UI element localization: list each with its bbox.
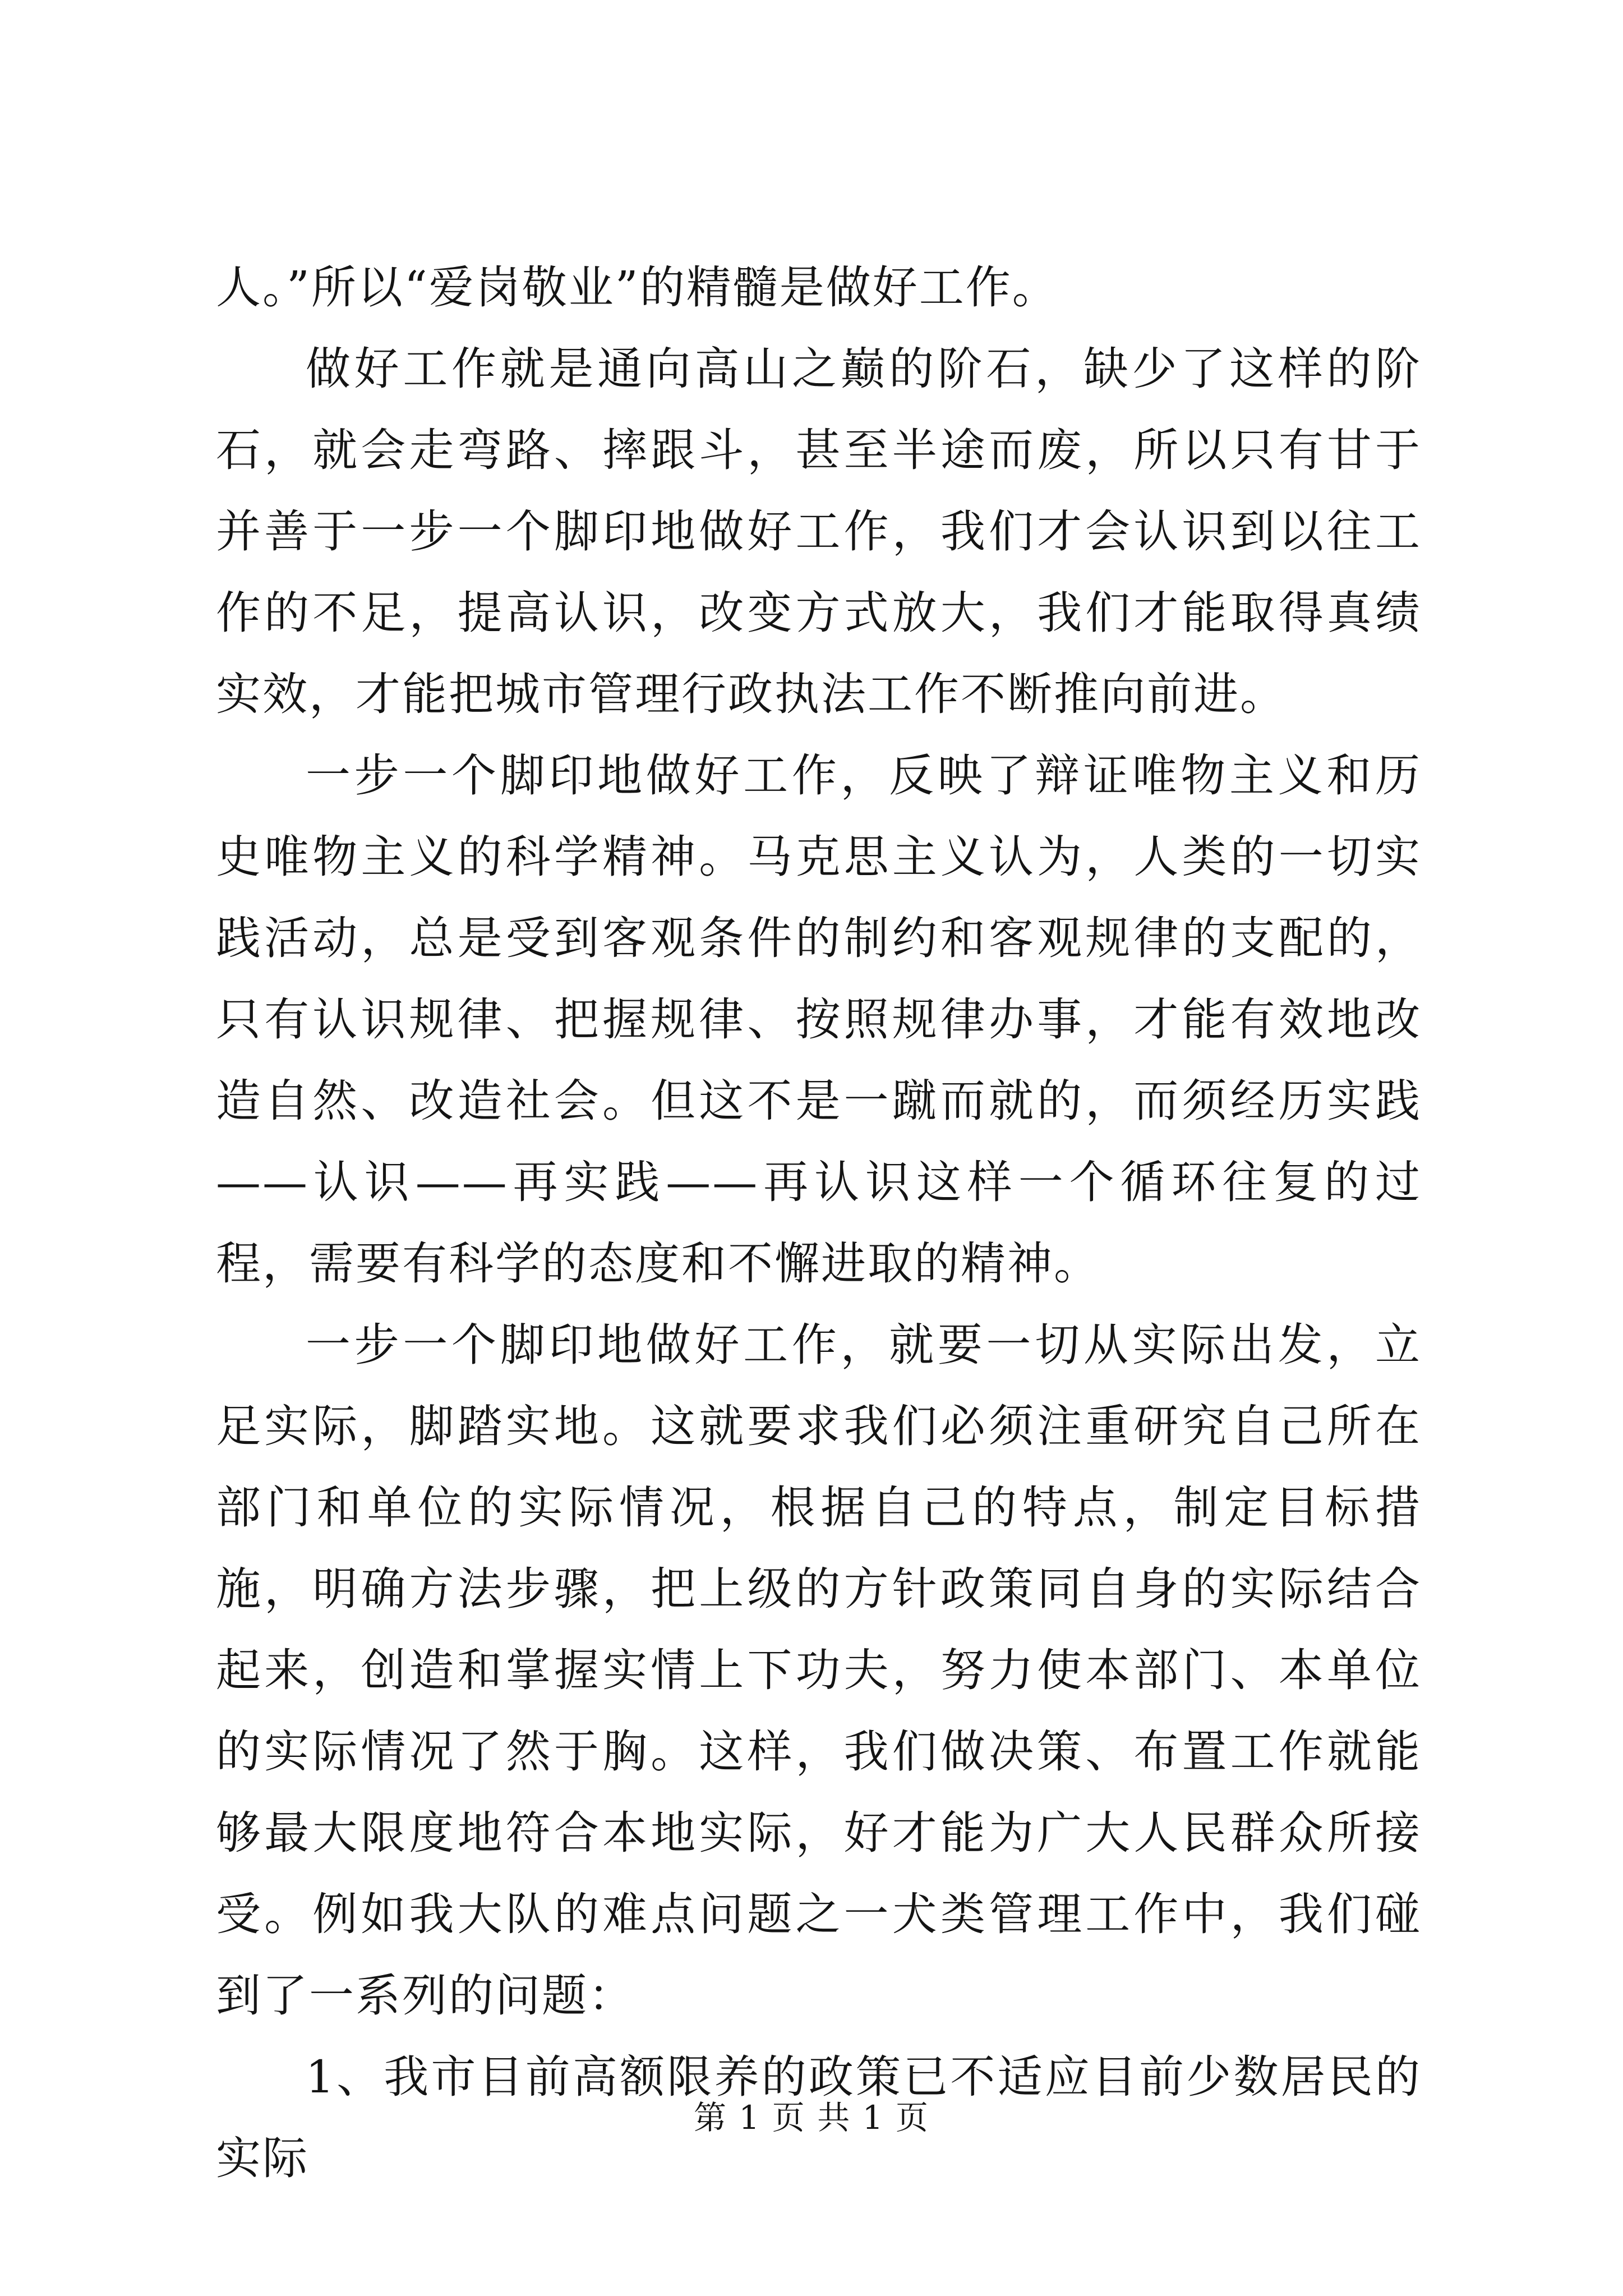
- paragraph-5: 1、我市目前高额限养的政策已不适应目前少数居民的实际: [216, 2051, 1422, 2184]
- paragraph-3: 一步一个脚印地做好工作，反映了辩证唯物主义和历史唯物主义的科学精神。马克思主义认为，人类的一切实践活动，总是受到客观条件的制约和客观规律的支配的，只有认识规律、把握规律、按照规律办事，才能有效地改造自然、改造社会。但这不是一蹴而就的，而须经历实践——认识——再实践——再认识这样一个循环往复的过程，需要有科学的态度和不懈进取的精神。: [216, 749, 1422, 1290]
- paragraph-2: 做好工作就是通向高山之巅的阶石，缺少了这样的阶石，就会走弯路、摔跟斗，甚至半途而废，所以只有甘于并善于一步一个脚印地做好工作，我们才会认识到以往工作的不足，提高认识，改变方式放大，我们才能取得真绩实效，才能把城市管理行政执法工作不断推向前进。: [216, 343, 1422, 720]
- page-footer: 第 1 页 共 1 页: [694, 2099, 929, 2137]
- paragraph-1: 人。”所以“爱岗敬业”的精髓是做好工作。: [216, 261, 1059, 314]
- paragraph-4: 一步一个脚印地做好工作，就要一切从实际出发，立足实际，脚踏实地。这就要求我们必须注重研究自己所在部门和单位的实际情况，根据自己的特点，制定目标措施，明确方法步骤，把上级的方针政策同自身的实际结合起来，创造和掌握实情上下功夫，努力使本部门、本单位的实际情况了然于胸。这样，我们做决策、布置工作就能够最大限度地符合本地实际，好才能为广大人民群众所接受。例如我大队的难点问题之一犬类管理工作中，我们碰到了一系列的问题：: [216, 1319, 1422, 2022]
- document-body: [216, 247, 1422, 2199]
